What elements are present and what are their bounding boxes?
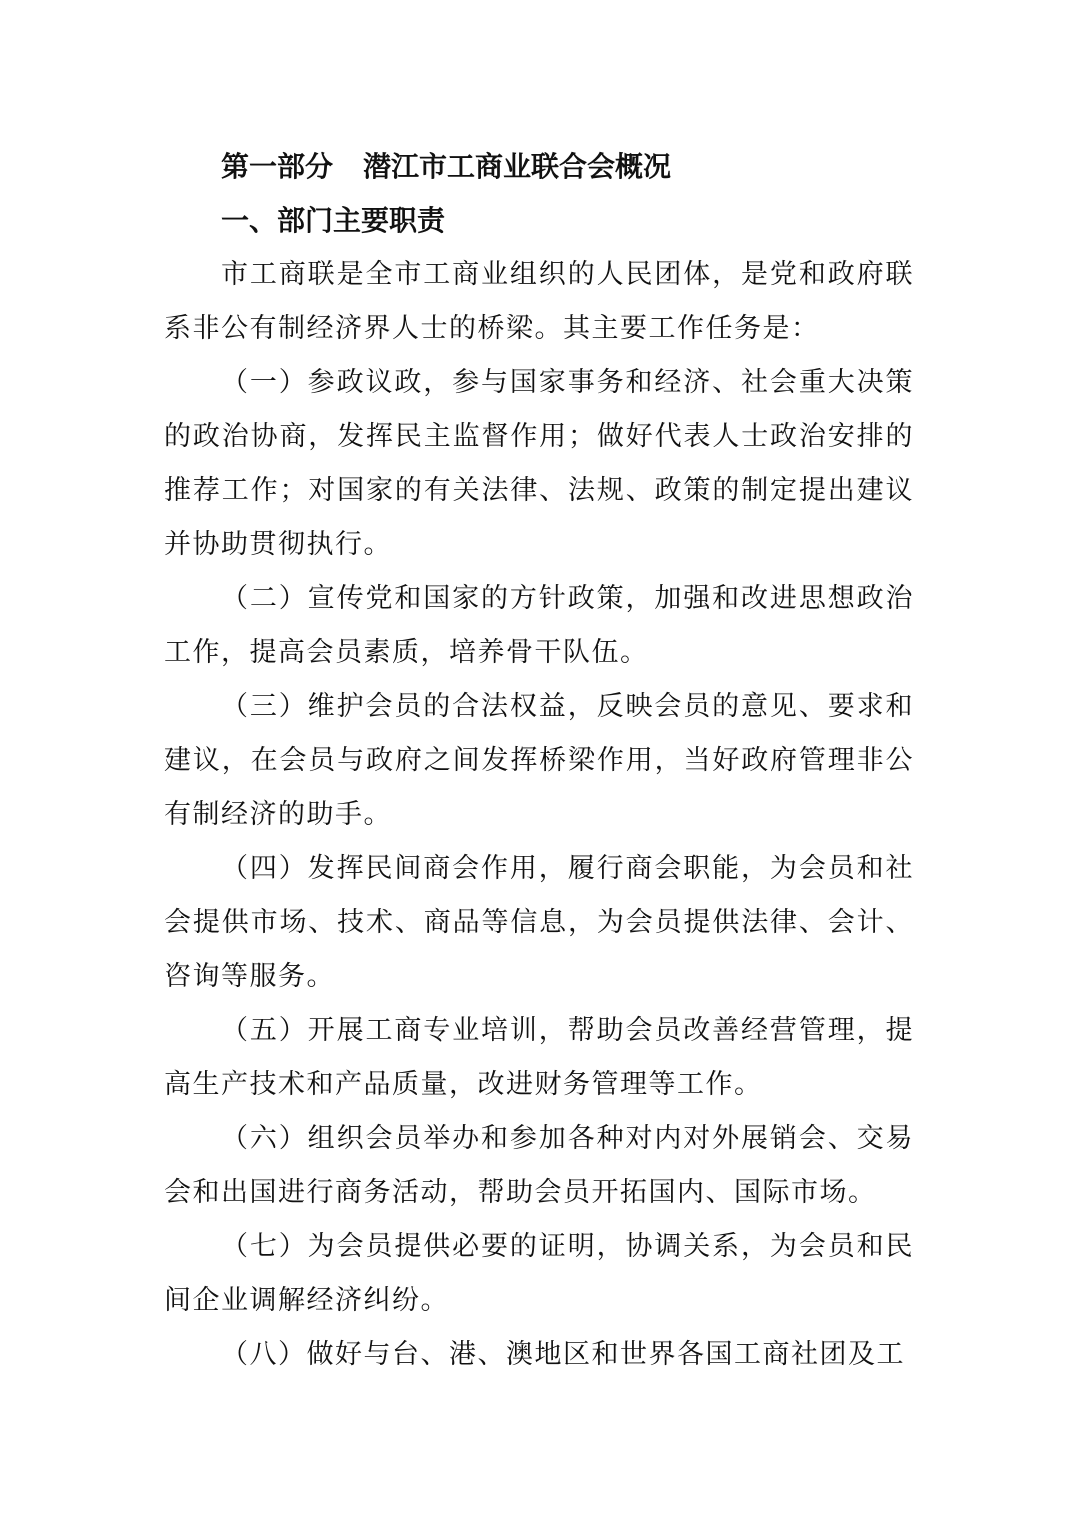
duty-paragraph-8: （八）做好与台、港、澳地区和世界各国工商社团及工 bbox=[221, 1339, 905, 1370]
part-label: 第一部分 bbox=[221, 150, 334, 183]
document-body bbox=[164, 140, 914, 1382]
section-heading: 一、部门主要职责 bbox=[221, 204, 446, 237]
duty-paragraph-5: （五）开展工商专业培训，帮助会员改善经营管理，提高生产技术和产品质量，改进财务管理等工作。 bbox=[164, 1015, 914, 1100]
duty-paragraph-3: （三）维护会员的合法权益，反映会员的意见、要求和建议，在会员与政府之间发挥桥梁作用，当好政府管理非公有制经济的助手。 bbox=[164, 691, 914, 830]
duty-paragraph-6: （六）组织会员举办和参加各种对内对外展销会、交易会和出国进行商务活动，帮助会员开拓国内、国际市场。 bbox=[164, 1123, 914, 1208]
part-title: 潜江市工商业联合会概况 bbox=[363, 150, 672, 183]
part-heading bbox=[164, 140, 914, 194]
duty-paragraph-7: （七）为会员提供必要的证明，协调关系，为会员和民间企业调解经济纠纷。 bbox=[164, 1231, 914, 1316]
duty-paragraph-1: （一）参政议政，参与国家事务和经济、社会重大决策的政治协商，发挥民主监督作用；做好代表人士政治安排的推荐工作；对国家的有关法律、法规、政策的制定提出建议并协助贯彻执行。 bbox=[164, 367, 914, 560]
intro-paragraph: 市工商联是全市工商业组织的人民团体，是党和政府联系非公有制经济界人士的桥梁。其主要工作任务是： bbox=[164, 259, 914, 344]
duty-paragraph-4: （四）发挥民间商会作用，履行商会职能，为会员和社会提供市场、技术、商品等信息，为会员提供法律、会计、咨询等服务。 bbox=[164, 853, 914, 992]
duty-paragraph-2: （二）宣传党和国家的方针政策，加强和改进思想政治工作，提高会员素质，培养骨干队伍。 bbox=[164, 583, 914, 668]
